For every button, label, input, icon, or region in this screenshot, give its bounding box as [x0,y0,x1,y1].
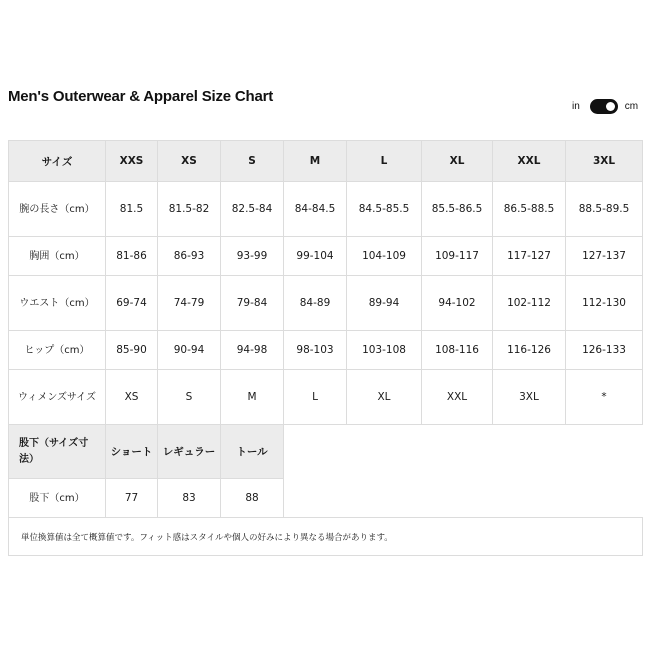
table-cell: 116-126 [493,331,566,370]
table-row [9,237,643,276]
empty-space [284,479,643,518]
empty-space [284,425,643,479]
table-cell: 86.5-88.5 [493,182,566,237]
table-cell: 83 [158,479,221,518]
size-header-cell: 3XL [566,141,643,182]
table-cell: 84.5-85.5 [347,182,422,237]
table-cell: 84-84.5 [284,182,347,237]
unit-cm-label[interactable]: cm [624,100,639,112]
table-cell: 74-79 [158,276,221,331]
table-cell: 79-84 [221,276,284,331]
table-cell: 81-86 [106,237,158,276]
inseam-header-cell: トール [221,425,284,479]
table-cell: 94-98 [221,331,284,370]
table-cell: 81.5 [106,182,158,237]
table-cell: 89-94 [347,276,422,331]
table-cell: 103-108 [347,331,422,370]
table-cell: 77 [106,479,158,518]
inseam-header-cell: レギュラー [158,425,221,479]
row-label: ウエスト（cm） [9,276,106,331]
size-header-cell: XS [158,141,221,182]
table-row [9,182,643,237]
table-row [9,276,643,331]
table-cell: L [284,370,347,425]
row-label: 胸囲（cm） [9,237,106,276]
size-header-cell: M [284,141,347,182]
size-header-row [9,141,643,182]
row-label: ヒップ（cm） [9,331,106,370]
table-cell: 69-74 [106,276,158,331]
size-header-cell: L [347,141,422,182]
table-cell: 117-127 [493,237,566,276]
table-cell: 86-93 [158,237,221,276]
table-cell: 108-116 [422,331,493,370]
row-label: 腕の長さ（cm） [9,182,106,237]
row-label: ウィメンズサイズ [9,370,106,425]
table-cell: 81.5-82 [158,182,221,237]
table-cell: 112-130 [566,276,643,331]
table-cell: 90-94 [158,331,221,370]
table-cell: 82.5-84 [221,182,284,237]
size-header-label: サイズ [9,141,106,182]
table-cell: 94-102 [422,276,493,331]
table-cell: M [221,370,284,425]
switch-knob [606,102,615,111]
footnote-row [9,518,643,556]
size-header-cell: XXL [493,141,566,182]
inseam-header-row [9,425,643,479]
row-label: 股下（cm） [9,479,106,518]
table-cell: 88.5-89.5 [566,182,643,237]
table-cell: 85-90 [106,331,158,370]
size-header-cell: S [221,141,284,182]
table-cell: 127-137 [566,237,643,276]
page-title: Men's Outerwear & Apparel Size Chart [8,88,274,105]
table-cell: 85.5-86.5 [422,182,493,237]
table-cell: 84-89 [284,276,347,331]
unit-toggle[interactable] [572,98,638,114]
table-cell: XL [347,370,422,425]
table-cell: S [158,370,221,425]
table-cell: 126-133 [566,331,643,370]
size-chart-table [8,140,643,556]
unit-switch[interactable] [590,99,618,114]
footnote: 単位換算値は全て概算値です。フィット感はスタイルや個人の好みにより異なる場合があります。 [9,518,643,556]
table-row [9,370,643,425]
table-cell: 102-112 [493,276,566,331]
table-cell: 88 [221,479,284,518]
unit-inches-label[interactable]: in [572,100,580,112]
size-header-cell: XXS [106,141,158,182]
inseam-header-cell: ショート [106,425,158,479]
table-cell: 93-99 [221,237,284,276]
table-cell: 98-103 [284,331,347,370]
table-cell: 3XL [493,370,566,425]
table-cell: * [566,370,643,425]
table-cell: XS [106,370,158,425]
table-cell: XXL [422,370,493,425]
inseam-row [9,479,643,518]
table-cell: 109-117 [422,237,493,276]
table-cell: 104-109 [347,237,422,276]
inseam-header-label: 股下（サイズ寸法） [9,425,106,479]
size-header-cell: XL [422,141,493,182]
table-cell: 99-104 [284,237,347,276]
table-row [9,331,643,370]
